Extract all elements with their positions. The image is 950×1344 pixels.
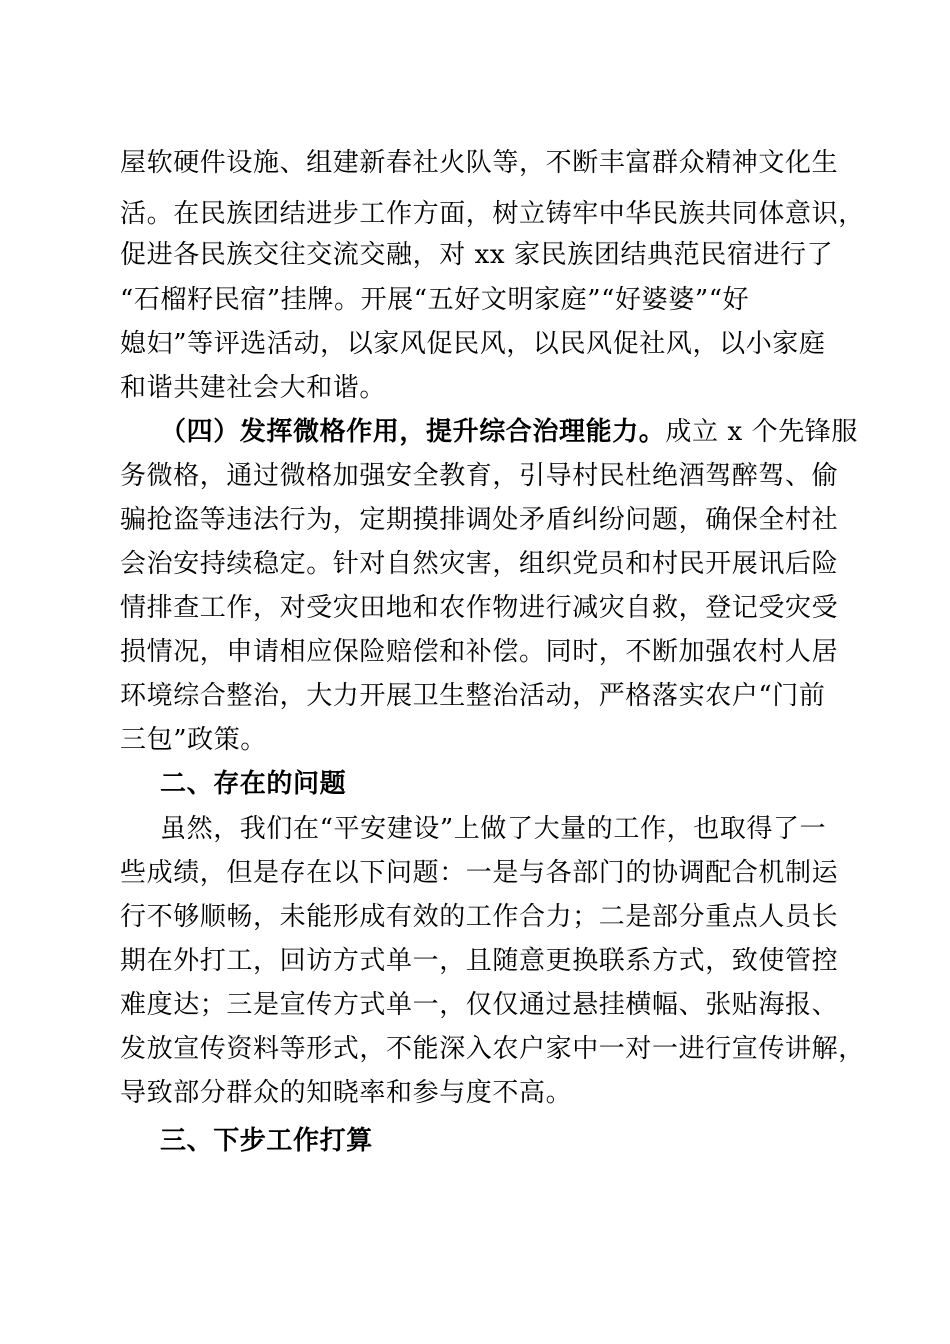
- paragraph-title: （四）发挥微格作用，提升综合治理能力。: [160, 417, 666, 447]
- paragraph-line: “石榴籽民宿”挂牌。开展“五好文明家庭”“好婆婆”“好: [120, 285, 750, 315]
- paragraph-line: 活。在民族团结进步工作方面，树立铸牢中华民族共同体意识，: [120, 199, 865, 229]
- paragraph-line: 促进各民族交往交流交融，对 xx 家民族团结典范民宿进行了: [120, 240, 834, 270]
- paragraph-line: 屋软硬件设施、组建新春社火队等，不断丰富群众精神文化生: [120, 148, 839, 178]
- paragraph-line: 导致部分群众的知晓率和参与度不高。: [120, 1078, 573, 1108]
- paragraph-line: 和谐共建社会大和谐。: [120, 373, 387, 403]
- paragraph-line: 期在外打工，回访方式单一，且随意更换联系方式，致使管控: [120, 946, 839, 976]
- section-heading: 二、存在的问题: [160, 769, 347, 799]
- paragraph-line: 三包”政策。: [120, 725, 267, 755]
- paragraph-line: 骗抢盗等违法行为，定期摸排调处矛盾纠纷问题，确保全村社: [120, 505, 839, 535]
- paragraph-line: 环境综合整治，大力开展卫生整治活动，严格落实农户“门前: [120, 681, 826, 711]
- paragraph-line: 发放宣传资料等形式，不能深入农户家中一对一进行宣传讲解，: [120, 1034, 865, 1064]
- section-heading: 三、下步工作打算: [160, 1126, 373, 1156]
- paragraph-line: 情排查工作，对受灾田地和农作物进行减灾自救，登记受灾受: [120, 593, 839, 623]
- paragraph-line: 难度达；三是宣传方式单一，仅仅通过悬挂横幅、张贴海报、: [120, 990, 839, 1020]
- paragraph-line: 行不够顺畅，未能形成有效的工作合力；二是部分重点人员长: [120, 902, 839, 932]
- paragraph-text: 成立 x 个先锋服: [665, 417, 858, 447]
- paragraph-first-line: [160, 415, 858, 449]
- paragraph-line: 虽然，我们在“平安建设”上做了大量的工作，也取得了一: [160, 814, 827, 844]
- paragraph-line: 损情况，申请相应保险赔偿和补偿。同时，不断加强农村人居: [120, 637, 839, 667]
- paragraph-line: 媳妇”等评选活动，以家风促民风，以民风促社风，以小家庭: [120, 329, 826, 359]
- paragraph-line: 务微格，通过微格加强安全教育，引导村民杜绝酒驾醉驾、偷: [120, 461, 839, 491]
- paragraph-line: 会治安持续稳定。针对自然灾害，组织党员和村民开展讯后险: [120, 549, 839, 579]
- paragraph-line: 些成绩，但是存在以下问题：一是与各部门的协调配合机制运: [120, 858, 839, 888]
